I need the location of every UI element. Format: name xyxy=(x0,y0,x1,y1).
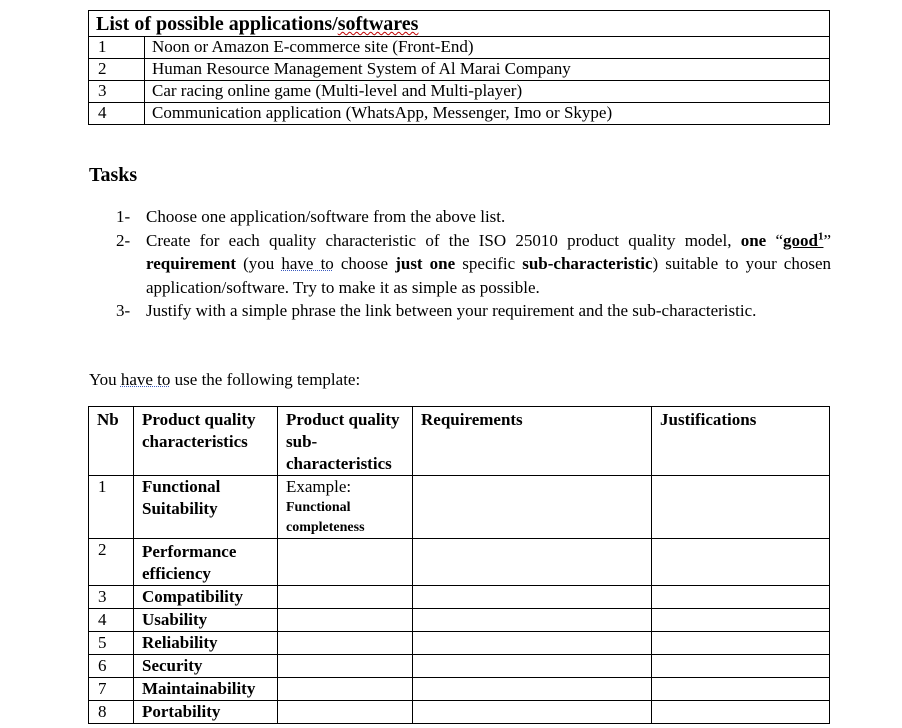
tasks-heading: Tasks xyxy=(89,164,138,186)
header-requirements: Requirements xyxy=(413,407,652,476)
row-sub-characteristic-cell[interactable] xyxy=(278,701,413,724)
example-value: Functional completeness xyxy=(286,500,365,535)
row-characteristic: Compatibility xyxy=(134,586,278,609)
row-sub-characteristic-cell[interactable] xyxy=(278,609,413,632)
table-row xyxy=(89,539,830,586)
row-justification-cell[interactable] xyxy=(652,586,830,609)
application-name: Car racing online game (Multi-level and Multi-player) xyxy=(145,81,830,103)
row-requirement-cell[interactable] xyxy=(413,632,652,655)
application-name: Communication application (WhatsApp, Messenger, Imo or Skype) xyxy=(145,103,830,125)
task-text: ) suitable to your chosen application/software. Try to make it as simple as possible. xyxy=(146,254,832,297)
task-marker: 1- xyxy=(116,207,131,226)
row-number: 6 xyxy=(89,655,134,678)
table-row xyxy=(89,59,830,81)
row-characteristic: Performance efficiency xyxy=(134,539,278,586)
header-sub-characteristics: Product quality sub-characteristics xyxy=(278,407,413,476)
row-characteristic: Reliability xyxy=(134,632,278,655)
applications-table xyxy=(88,10,830,125)
task-text: choose xyxy=(340,254,389,273)
applications-table-title xyxy=(89,11,830,37)
task-emphasis: one xyxy=(740,230,767,250)
table-row xyxy=(89,701,830,724)
template-header-row xyxy=(89,407,830,476)
row-justification-cell[interactable] xyxy=(652,632,830,655)
row-characteristic: Portability xyxy=(134,701,278,724)
row-requirement-cell[interactable] xyxy=(413,678,652,701)
footnote-ref: 1 xyxy=(817,229,824,242)
row-requirement-cell[interactable] xyxy=(413,539,652,586)
row-number: 7 xyxy=(89,678,134,701)
application-number: 3 xyxy=(89,81,145,103)
row-sub-characteristic-cell[interactable] xyxy=(278,632,413,655)
task-text: Justify with a simple phrase the link between your requirement and the sub-characteristic. xyxy=(146,301,757,320)
table-row xyxy=(89,632,830,655)
row-number: 3 xyxy=(89,586,134,609)
row-justification-cell[interactable] xyxy=(652,678,830,701)
row-sub-characteristic-cell[interactable] xyxy=(278,655,413,678)
row-justification-cell[interactable] xyxy=(652,701,830,724)
task-emphasis: just one xyxy=(395,254,456,273)
task-text-have-to: have to xyxy=(281,254,334,273)
applications-title-main: List of possible applications/ xyxy=(96,13,338,35)
intro-text: You xyxy=(89,370,117,389)
table-row xyxy=(89,655,830,678)
row-number: 5 xyxy=(89,632,134,655)
tasks-list xyxy=(116,205,831,323)
row-sub-characteristic-cell[interactable] xyxy=(278,539,413,586)
row-number: 2 xyxy=(89,539,134,586)
task-text: Choose one application/software from the above list. xyxy=(146,207,506,226)
table-row xyxy=(89,37,830,59)
header-nb: Nb xyxy=(89,407,134,476)
header-justifications: Justifications xyxy=(652,407,830,476)
row-requirement-cell[interactable] xyxy=(413,586,652,609)
application-number: 1 xyxy=(89,37,145,59)
good-word: good xyxy=(783,230,818,250)
template-intro xyxy=(89,370,360,390)
row-justification-cell[interactable] xyxy=(652,539,830,586)
open-quote: “ xyxy=(775,230,783,250)
application-name: Human Resource Management System of Al Marai Company xyxy=(145,59,830,81)
row-sub-characteristic-cell[interactable] xyxy=(278,678,413,701)
list-item xyxy=(116,299,831,323)
application-number: 4 xyxy=(89,103,145,125)
row-characteristic: Usability xyxy=(134,609,278,632)
applications-title-softwares: softwares xyxy=(337,13,419,35)
task-emphasis: requirement xyxy=(146,254,237,273)
table-row xyxy=(89,103,830,125)
intro-text: use the following template: xyxy=(174,370,361,389)
row-requirement-cell[interactable] xyxy=(413,701,652,724)
task-marker: 2- xyxy=(116,230,131,250)
table-row xyxy=(89,586,830,609)
table-row xyxy=(89,81,830,103)
template-table xyxy=(88,406,830,724)
task-text: (you xyxy=(243,254,275,273)
table-row xyxy=(89,609,830,632)
row-justification-cell[interactable] xyxy=(652,476,830,539)
intro-text-have-to: have to xyxy=(120,370,171,389)
task-emphasis: sub-characteristic xyxy=(522,254,653,273)
row-sub-characteristic-cell[interactable] xyxy=(278,586,413,609)
row-characteristic: Security xyxy=(134,655,278,678)
task-text: specific xyxy=(462,254,516,273)
row-requirement-cell[interactable] xyxy=(413,655,652,678)
example-label: Example: xyxy=(286,477,352,496)
task-text: Create for each quality characteristic of the ISO 25010 product quality model, xyxy=(146,230,732,250)
row-justification-cell[interactable] xyxy=(652,655,830,678)
task-marker: 3- xyxy=(116,301,131,320)
row-characteristic: Maintainability xyxy=(134,678,278,701)
row-number: 1 xyxy=(89,476,134,539)
close-quote: ” xyxy=(823,230,832,250)
application-number: 2 xyxy=(89,59,145,81)
list-item xyxy=(116,229,831,300)
application-name: Noon or Amazon E-commerce site (Front-End) xyxy=(145,37,830,59)
table-row xyxy=(89,678,830,701)
row-justification-cell[interactable] xyxy=(652,609,830,632)
table-row xyxy=(89,476,830,539)
task-emphasis-good xyxy=(783,231,823,250)
row-sub-characteristic xyxy=(278,476,413,539)
row-characteristic: Functional Suitability xyxy=(134,476,278,539)
row-requirement-cell[interactable] xyxy=(413,476,652,539)
header-characteristics: Product quality characteristics xyxy=(134,407,278,476)
row-number: 8 xyxy=(89,701,134,724)
row-number: 4 xyxy=(89,609,134,632)
list-item xyxy=(116,205,831,229)
row-requirement-cell[interactable] xyxy=(413,609,652,632)
